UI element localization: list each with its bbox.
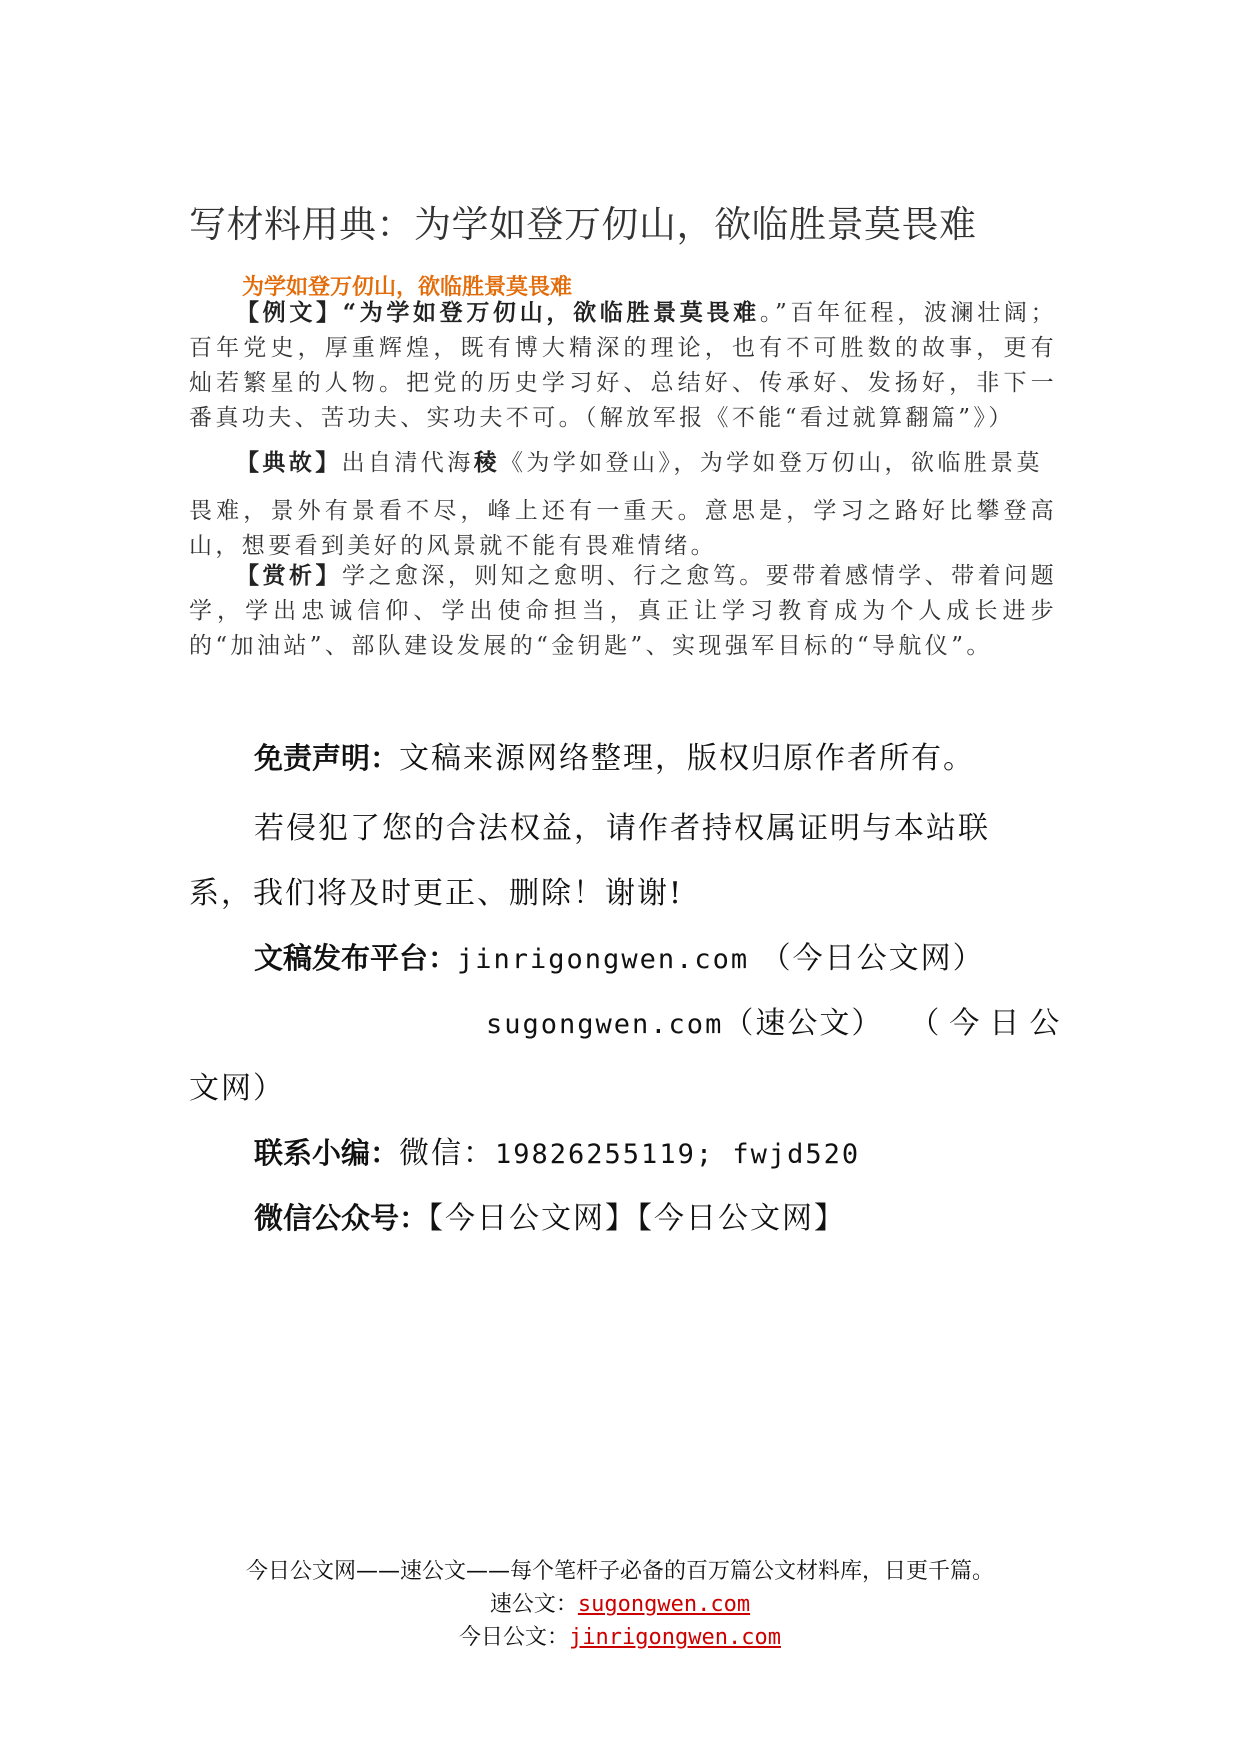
disclaimer-line-2: 若侵犯了您的合法权益，请作者持权属证明与本站联 xyxy=(254,811,990,846)
contact-value: 19826255119; fwjd520 xyxy=(495,1139,861,1170)
platform-url-2: sugongwen.com xyxy=(486,1009,724,1040)
platform-name-2: （速公文） xyxy=(723,1006,884,1041)
platform-line-2 xyxy=(486,998,1240,1042)
document-subtitle: 为学如登万仞山，欲临胜景莫畏难 xyxy=(242,274,573,300)
contact-label: 联系小编： xyxy=(254,1136,400,1170)
example-text: 。”百年征程，波澜壮阔；百年党史，厚重辉煌，既有博大精深的理论，也有不可胜数的故事，更有灿若繁星的人物。把党的历史学习好、总结好、传承好、发扬好，非下一番真功夫、苦功夫、实功夫不可。（解放军报《不能“看过就算翻篇”》） xyxy=(189,300,1058,431)
wechat-label: 微信公众号： xyxy=(254,1201,429,1235)
disclaimer-label: 免责声明： xyxy=(254,741,400,775)
allusion-text-2: 《为学如登山》，为学如登万仞山，欲临胜景莫 xyxy=(500,450,1043,476)
page-footer xyxy=(0,1555,1240,1654)
analysis-text: 学之愈深，则知之愈明、行之愈笃。要带着感情学、带着问题学，学出忠诚信仰、学出使命担当，真正让学习教育成为个人成长进步的“加油站”、部队建设发展的“金钥匙”、实现强军目标的“导航仪”。 xyxy=(189,563,1057,659)
analysis-paragraph xyxy=(189,558,1057,664)
example-quote: “为学如登万仞山，欲临胜景莫畏难 xyxy=(342,299,760,326)
example-paragraph xyxy=(189,295,1057,436)
allusion-tag: 【典故】 xyxy=(236,449,342,476)
platform-url-1: jinrigongwen.com xyxy=(457,944,750,975)
platform-label: 文稿发布平台： xyxy=(254,941,458,975)
example-tag: 【例文】 xyxy=(236,299,343,326)
platform-line xyxy=(254,933,1122,977)
footer-label-sugongwen: 速公文： xyxy=(489,1592,578,1617)
footer-link-sugongwen[interactable]: sugongwen.com xyxy=(577,1592,751,1617)
disclaimer-text: 文稿来源网络整理，版权归原作者所有。 xyxy=(399,741,976,776)
allusion-paragraph-continued: 畏难，景外有景看不尽，峰上还有一重天。意思是，学习之路好比攀登高山，想要看到美好的风景就不能有畏难情绪。 xyxy=(189,498,1057,559)
footer-link-jinrigongwen[interactable]: jinrigongwen.com xyxy=(569,1625,781,1650)
analysis-tag: 【赏析】 xyxy=(236,562,342,589)
allusion-text-1: 出自清代海 xyxy=(341,450,474,476)
footer-sugongwen-row xyxy=(0,1588,1240,1621)
platform-name-3a: （今日公 xyxy=(909,1006,1070,1041)
wechat-line xyxy=(254,1193,1122,1237)
footer-jinrigongwen-row xyxy=(0,1621,1240,1654)
platform-line-3: 文网） xyxy=(189,1071,285,1106)
allusion-paragraph-line1 xyxy=(189,445,1057,481)
footer-tagline: 今日公文网——速公文——每个笔杆子必备的百万篇公文材料库，日更千篇。 xyxy=(245,1559,994,1584)
wechat-value: 【今日公文网】【今日公文网】 xyxy=(428,1201,847,1236)
contact-line xyxy=(254,1128,1122,1172)
contact-text: 微信： xyxy=(399,1136,496,1171)
footer-label-jinrigongwen: 今日公文： xyxy=(459,1625,570,1650)
disclaimer-line-3: 系，我们将及时更正、删除！谢谢! xyxy=(189,876,684,911)
document-title: 写材料用典：为学如登万仞山，欲临胜景莫畏难 xyxy=(189,203,977,246)
platform-name-1: （今日公文网） xyxy=(760,941,985,976)
allusion-name-char: 稜 xyxy=(473,449,501,476)
disclaimer-line xyxy=(254,733,1122,777)
